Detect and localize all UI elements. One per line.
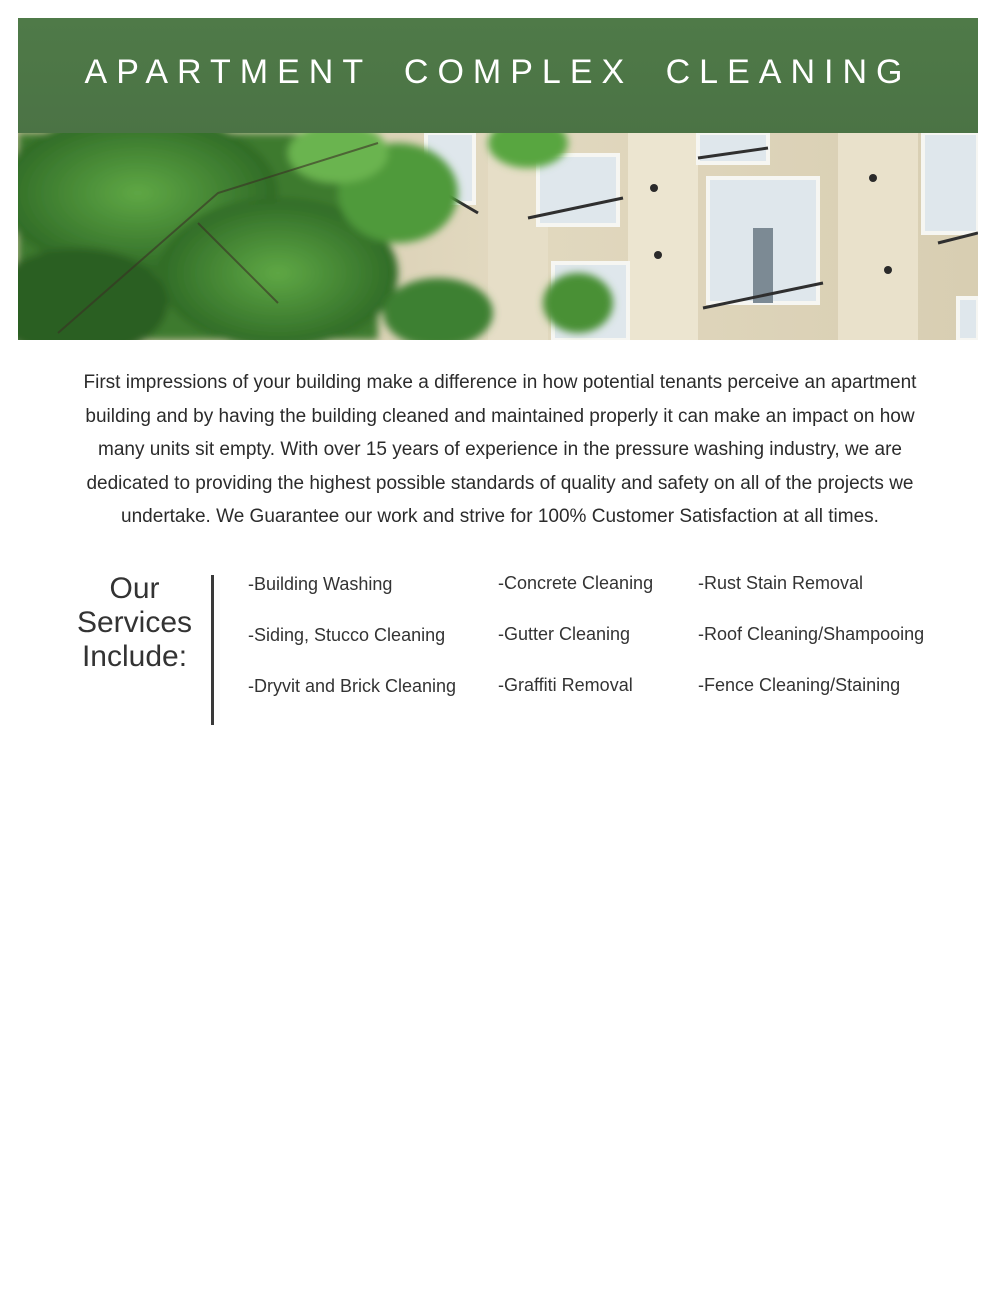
services-heading-line: Services — [76, 606, 193, 639]
services-heading — [62, 572, 207, 674]
service-item: -Siding, Stucco Cleaning — [248, 625, 446, 645]
building-photo — [18, 133, 978, 340]
title-banner — [18, 18, 978, 133]
service-item: -Roof Cleaning/Shampooing — [698, 624, 925, 644]
service-item: -Fence Cleaning/Staining — [698, 675, 901, 695]
page-title: APARTMENT COMPLEX CLEANING — [84, 53, 912, 91]
intro-paragraph: First impressions of your building make a difference in how potential tenants perceive an apartment building and by having the building cleaned and maintained properly it can make an impact on how many units sit empty. With over 15 years of experience in the pressure washing industry, we are dedicated to providing the highest possible standards of quality and safety on all of the projects we undertake. We Guarantee our work and strive for 100% Customer Satisfaction at all times. — [83, 372, 917, 528]
service-item: -Rust Stain Removal — [698, 573, 864, 593]
services-heading-line: Our — [109, 572, 160, 605]
services-heading-line: Include: — [81, 640, 188, 673]
service-item: -Graffiti Removal — [498, 675, 633, 695]
service-item: -Gutter Cleaning — [498, 624, 631, 644]
service-item: -Concrete Cleaning — [498, 573, 654, 593]
service-item: -Dryvit and Brick Cleaning — [248, 676, 457, 696]
vertical-divider — [211, 575, 214, 725]
service-item: -Building Washing — [248, 574, 393, 594]
